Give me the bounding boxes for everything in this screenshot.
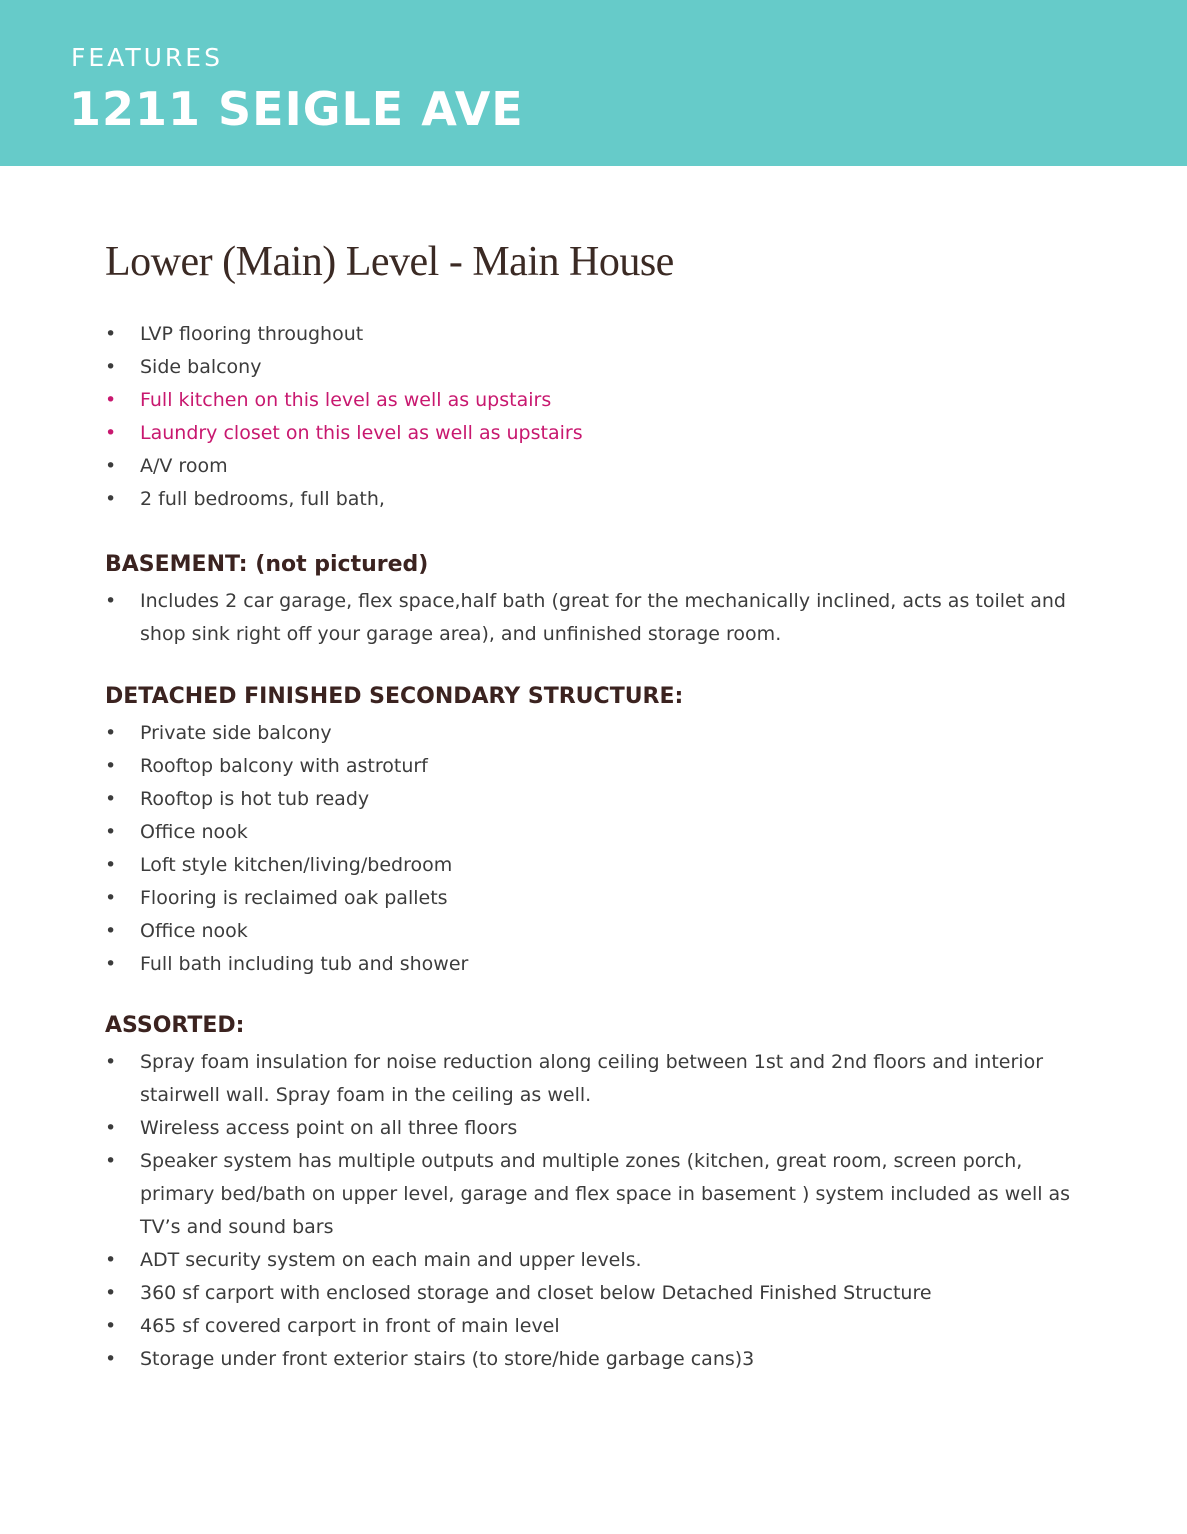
list-item-text: Includes 2 car garage, flex space,half bath (great for the mechanically inclined, acts as toilet and shop sink right off your garage area), and unfinished storage room. xyxy=(140,590,1066,645)
bullet-icon: • xyxy=(105,1282,117,1304)
list-item xyxy=(105,450,1095,483)
list-item-text: ADT security system on each main and upper levels. xyxy=(140,1249,642,1271)
main-level-list-block xyxy=(105,318,1095,516)
header-kicker: FEATURES xyxy=(71,43,223,72)
list-item-text: 2 full bedrooms, full bath, xyxy=(140,488,385,510)
assorted-heading: ASSORTED: xyxy=(105,1013,245,1038)
list-item-text: Office nook xyxy=(140,821,248,843)
list-item xyxy=(105,717,1095,750)
detached-block xyxy=(105,682,1095,981)
bullet-icon: • xyxy=(105,920,117,942)
list-item-text: Rooftop balcony with astroturf xyxy=(140,755,428,777)
section-title: Lower (Main) Level - Main House xyxy=(105,239,674,285)
bullet-icon: • xyxy=(105,422,117,444)
page-title: 1211 SEIGLE AVE xyxy=(69,82,524,136)
bullet-icon: • xyxy=(105,755,117,777)
list-item-text: Full bath including tub and shower xyxy=(140,953,469,975)
list-item-text: Rooftop is hot tub ready xyxy=(140,788,370,810)
bullet-icon: • xyxy=(105,722,117,744)
list-item-text: A/V room xyxy=(140,455,228,477)
basement-list xyxy=(105,585,1095,651)
bullet-icon: • xyxy=(105,590,117,612)
list-item xyxy=(105,483,1095,516)
bullet-icon: • xyxy=(105,1051,117,1073)
list-item-text: 360 sf carport with enclosed storage and closet below Detached Finished Structure xyxy=(140,1282,932,1304)
list-item xyxy=(105,882,1095,915)
bullet-icon: • xyxy=(105,1249,117,1271)
list-item xyxy=(105,1046,1095,1112)
bullet-icon: • xyxy=(105,788,117,810)
list-item-text: Flooring is reclaimed oak pallets xyxy=(140,887,448,909)
bullet-icon: • xyxy=(105,488,117,510)
bullet-icon: • xyxy=(105,854,117,876)
bullet-icon: • xyxy=(105,887,117,909)
list-item-text: 465 sf covered carport in front of main level xyxy=(140,1315,560,1337)
bullet-icon: • xyxy=(105,323,117,345)
bullet-icon: • xyxy=(105,821,117,843)
list-item-text: Spray foam insulation for noise reduction along ceiling between 1st and 2nd floors and interior stairwell wall. Spray foam in the ceiling as well. xyxy=(140,1051,1044,1106)
list-item xyxy=(105,1310,1095,1343)
list-item xyxy=(105,948,1095,981)
header-band xyxy=(0,0,1187,166)
bullet-icon: • xyxy=(105,356,117,378)
assorted-block xyxy=(105,1011,1095,1376)
list-item-text: LVP flooring throughout xyxy=(140,323,364,345)
list-item xyxy=(105,384,1095,417)
list-item xyxy=(105,585,1095,651)
bullet-icon: • xyxy=(105,1348,117,1370)
list-item xyxy=(105,816,1095,849)
list-item-text: Speaker system has multiple outputs and multiple zones (kitchen, great room, screen porch, primary bed/bath on upper level, garage and flex space in basement ) system included as well as TV’s and sound bars xyxy=(140,1150,1071,1238)
detached-list xyxy=(105,717,1095,981)
list-item-text: Laundry closet on this level as well as upstairs xyxy=(140,422,583,444)
list-item xyxy=(105,1244,1095,1277)
list-item xyxy=(105,351,1095,384)
list-item xyxy=(105,849,1095,882)
list-item xyxy=(105,915,1095,948)
list-item xyxy=(105,1277,1095,1310)
bullet-icon: • xyxy=(105,389,117,411)
list-item xyxy=(105,1112,1095,1145)
list-item xyxy=(105,417,1095,450)
assorted-list xyxy=(105,1046,1095,1376)
list-item xyxy=(105,750,1095,783)
list-item-text: Wireless access point on all three floors xyxy=(140,1117,518,1139)
bullet-icon: • xyxy=(105,1315,117,1337)
basement-heading: BASEMENT: (not pictured) xyxy=(105,552,429,577)
bullet-icon: • xyxy=(105,1150,117,1172)
list-item-text: Office nook xyxy=(140,920,248,942)
list-item xyxy=(105,1145,1095,1244)
list-item xyxy=(105,318,1095,351)
main-level-list xyxy=(105,318,1095,516)
bullet-icon: • xyxy=(105,1117,117,1139)
list-item-text: Side balcony xyxy=(140,356,262,378)
list-item-text: Loft style kitchen/living/bedroom xyxy=(140,854,453,876)
list-item-text: Storage under front exterior stairs (to store/hide garbage cans)3 xyxy=(140,1348,755,1370)
basement-block xyxy=(105,550,1095,651)
detached-heading: DETACHED FINISHED SECONDARY STRUCTURE: xyxy=(105,684,684,709)
list-item-text: Full kitchen on this level as well as upstairs xyxy=(140,389,552,411)
list-item xyxy=(105,1343,1095,1376)
bullet-icon: • xyxy=(105,455,117,477)
list-item xyxy=(105,783,1095,816)
list-item-text: Private side balcony xyxy=(140,722,332,744)
bullet-icon: • xyxy=(105,953,117,975)
